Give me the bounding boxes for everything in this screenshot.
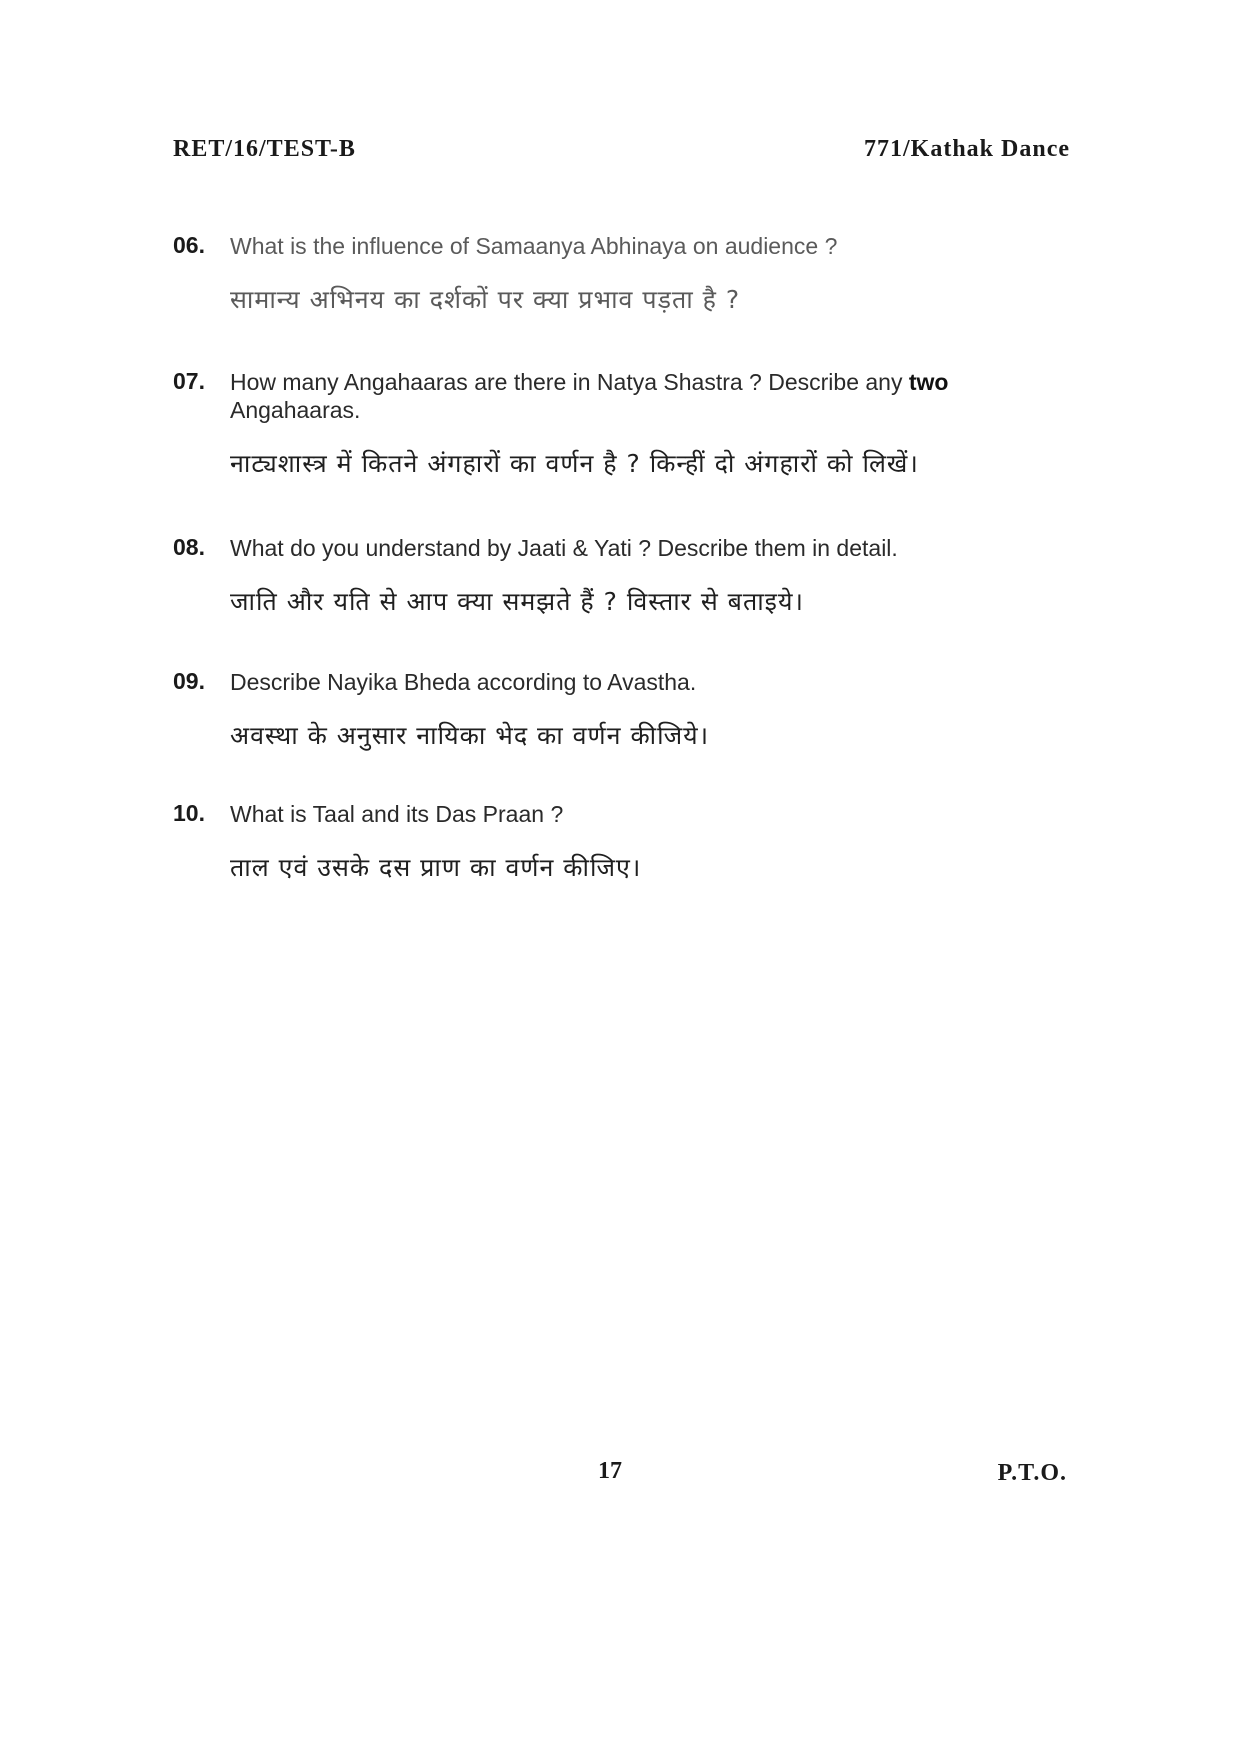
question-text-hindi: जाति और यति से आप क्या समझते हैं ? विस्तार से बताइये। (230, 587, 804, 616)
question-09 (173, 668, 1079, 752)
emphasis-text: two (908, 369, 949, 395)
question-number: 07. (173, 368, 205, 394)
question-text-english: What is Taal and its Das Praan ? (230, 801, 564, 827)
question-text-part: How many Angahaaras are there in Natya Shastra ? Describe any (230, 369, 903, 395)
question-number: 06. (173, 232, 205, 258)
question-number: 08. (173, 534, 205, 560)
page-number: 17 (598, 1458, 622, 1484)
question-text-hindi: ताल एवं उसके दस प्राण का वर्णन कीजिए। (230, 853, 642, 882)
please-turn-over: P.T.O. (997, 1460, 1067, 1486)
question-text-hindi: सामान्य अभिनय का दर्शकों पर क्या प्रभाव पड़ता है ? (230, 285, 741, 314)
question-text-part: Angahaaras. (230, 397, 361, 423)
question-text-english: What is the influence of Samaanya Abhinaya on audience ? (230, 233, 838, 259)
question-10 (173, 800, 1079, 884)
question-text-hindi: नाट्यशास्त्र में कितने अंगहारों का वर्णन है ? किन्हीं दो अंगहारों को लिखें। (230, 449, 919, 478)
question-text-english (230, 368, 1079, 424)
question-06 (173, 232, 1079, 316)
question-number: 10. (173, 800, 205, 826)
question-07 (173, 368, 1079, 480)
question-08 (173, 534, 1079, 618)
question-text-hindi: अवस्था के अनुसार नायिका भेद का वर्णन कीजिये। (230, 721, 710, 750)
question-number: 09. (173, 668, 205, 694)
subject-title: 771/Kathak Dance (863, 136, 1070, 162)
paper-code: RET/16/TEST-B (173, 136, 356, 162)
question-text-english: What do you understand by Jaati & Yati ? Describe them in detail. (230, 535, 898, 561)
question-text-english: Describe Nayika Bheda according to Avastha. (230, 669, 697, 695)
